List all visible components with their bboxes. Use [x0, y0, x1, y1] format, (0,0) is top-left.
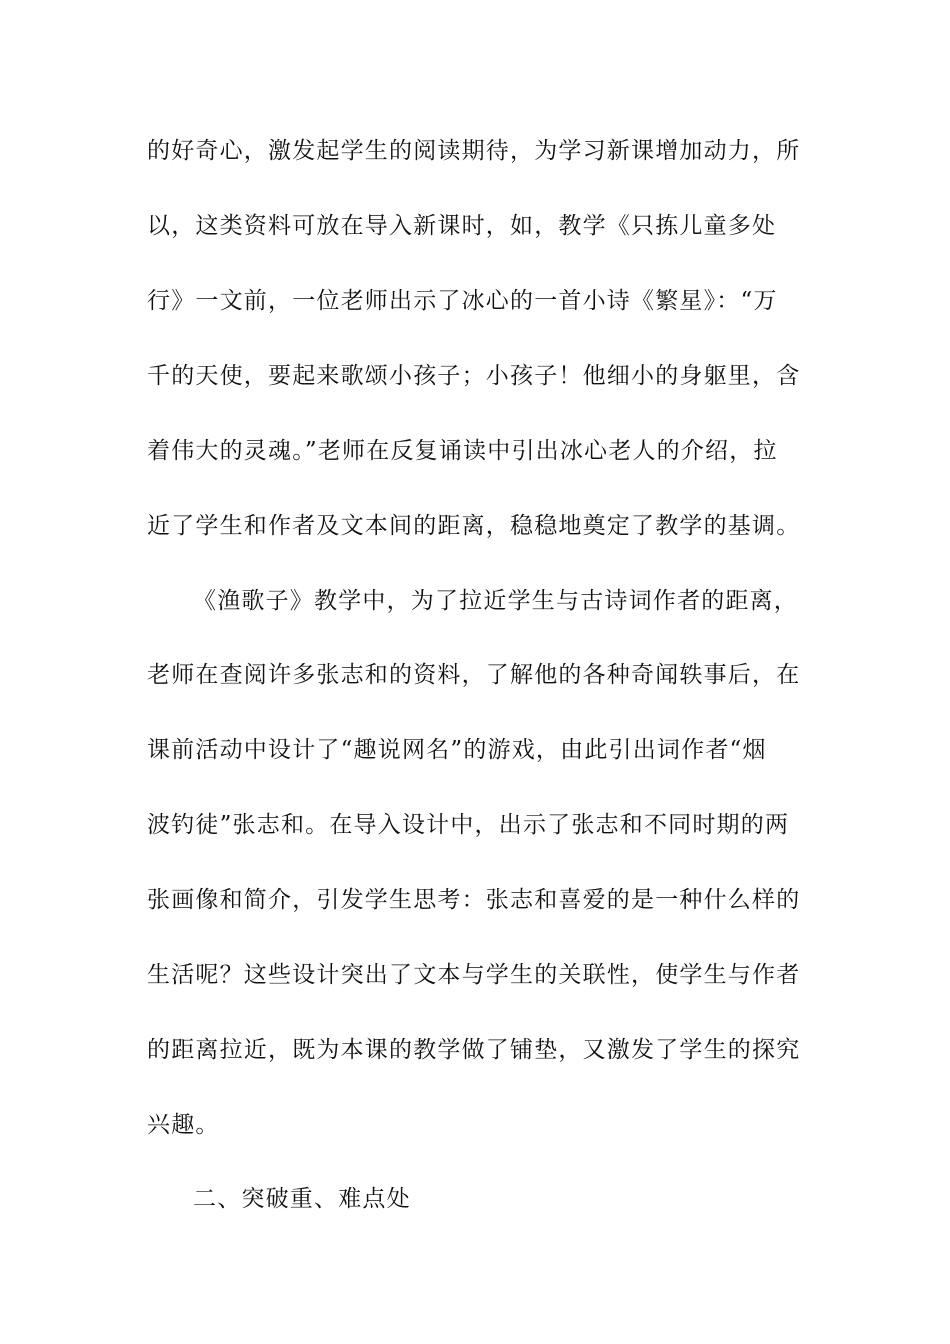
text-line: 的好奇心，激发起学生的阅读期待，为学习新课增加动力，所 — [147, 138, 801, 164]
text-line: 千的天使，要起来歌颂小孩子；小孩子！他细小的身躯里，含 — [147, 363, 801, 389]
text-line: 《渔歌子》教学中，为了拉近学生与古诗词作者的距离， — [193, 588, 798, 614]
text-line: 着伟大的灵魂。”老师在反复诵读中引出冰心老人的介绍，拉 — [147, 438, 778, 464]
text-line: 张画像和简介，引发学生思考：张志和喜爱的是一种什么样的 — [147, 887, 801, 913]
text-line: 行》一文前，一位老师出示了冰心的一首小诗《繁星》：“万 — [147, 288, 778, 314]
text-line: 课前活动中设计了“趣说网名”的游戏，由此引出词作者“烟 — [147, 737, 767, 763]
text-line: 老师在查阅许多张志和的资料，了解他的各种奇闻轶事后，在 — [147, 662, 801, 688]
text-line: 近了学生和作者及文本间的距离，稳稳地奠定了教学的基调。 — [147, 513, 801, 539]
text-line: 兴趣。 — [147, 1112, 220, 1138]
text-line: 生活呢？这些设计突出了文本与学生的关联性，使学生与作者 — [147, 962, 801, 988]
text-line: 波钓徒”张志和。在导入设计中，出示了张志和不同时期的两 — [147, 812, 790, 838]
text-line: 以，这类资料可放在导入新课时，如，教学《只拣儿童多处 — [147, 213, 777, 239]
section-heading: 二、突破重、难点处 — [193, 1186, 411, 1212]
text-line: 的距离拉近，既为本课的教学做了铺垫，又激发了学生的探究 — [147, 1037, 801, 1063]
